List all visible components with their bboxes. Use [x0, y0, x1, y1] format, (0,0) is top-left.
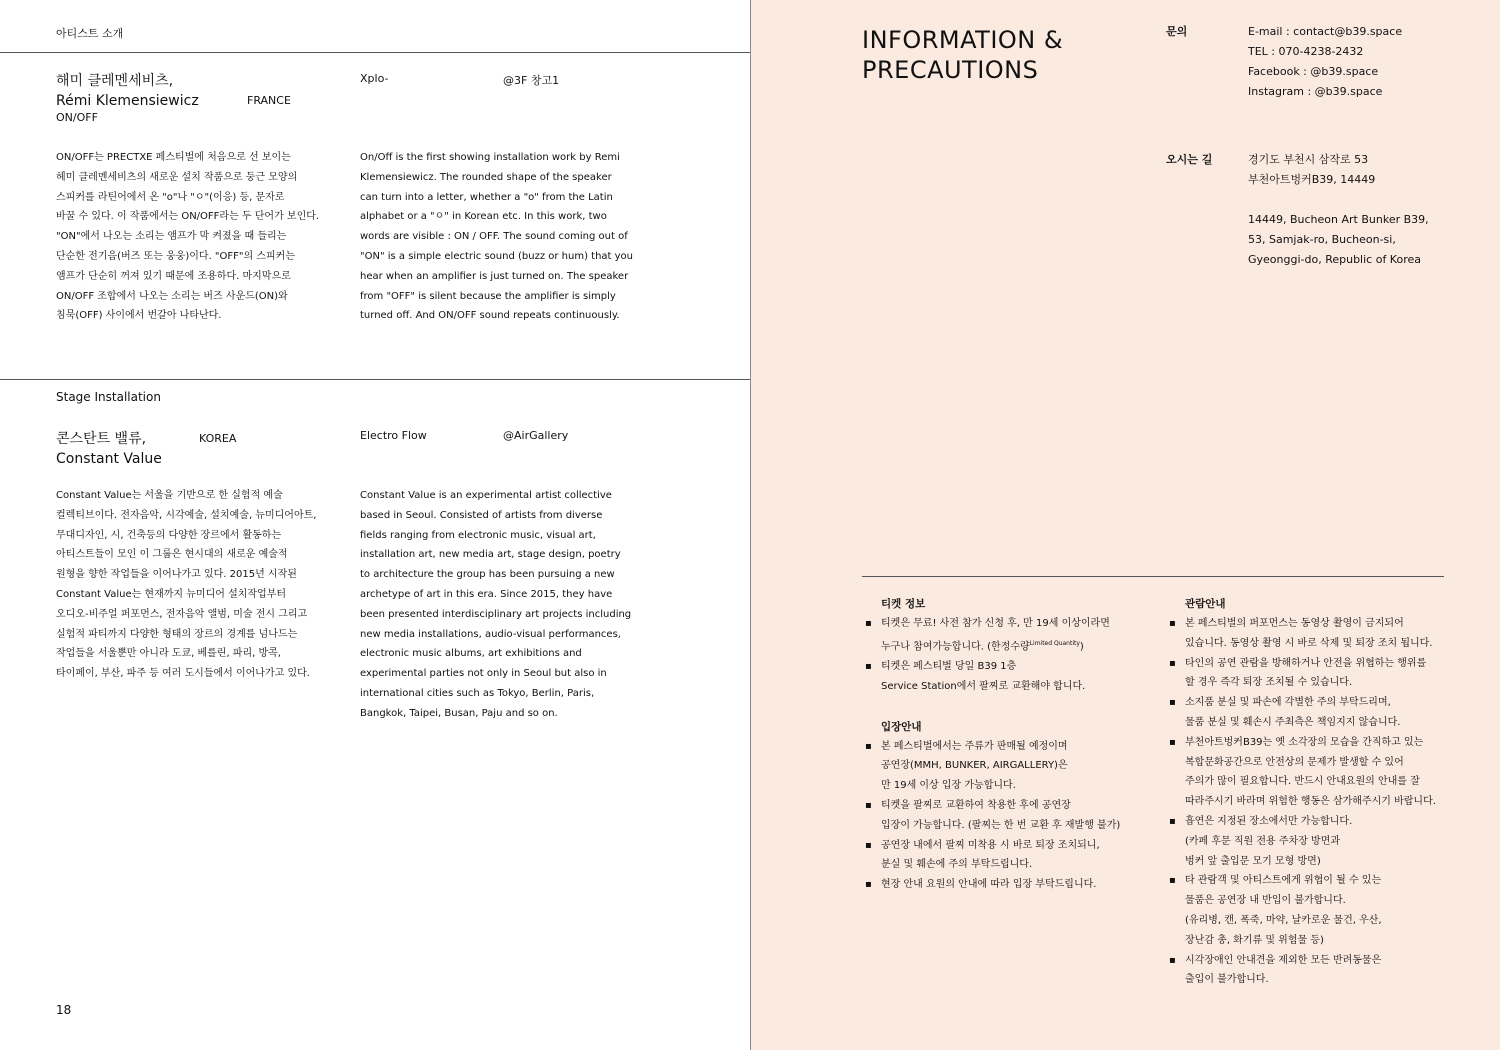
- page-title-line1: INFORMATION &: [862, 26, 1064, 54]
- contact-facebook[interactable]: Facebook : @b39.space: [1248, 65, 1379, 78]
- section2-title: Stage Installation: [56, 390, 161, 404]
- entry-heading: 입장안내: [881, 720, 922, 733]
- artist1-program: Xplo-: [360, 72, 389, 85]
- artist1-name-en: Rémi Klemensiewicz: [56, 93, 199, 109]
- artist2-description-ko: Constant Value는 서울을 기반으로 한 실험적 예술 컬렉티브이다. 전자음악, 시각예술, 설치예술, 뉴미디어아트, 무대디자인, 시, 건축등의 다양한 장르에서 활동하는 아티스트들이 모인 이 그룹은 현시대의 새로운 예술적 원형을 향한 작업들을 이어나가고 있다. 2015년 시작된 Constant Value는 현재까지 뉴미디어 설치작업부터 오디오-비주얼 퍼포먼스, 전자음악 앨범, 미술 전시 그리고 실험적 파티까지 다양한 형태의 장르의 경계를 넘나드는 작업들을 서울뿐만 아니라 도쿄, 베를린, 파리, 방콕, 타이페이, 부산, 파주 등 여러 도시들에서 이어나가고 있다.: [56, 490, 317, 680]
- contact-list: [1248, 22, 1402, 102]
- ticket-list: [862, 614, 1152, 697]
- viewing-list: [1166, 614, 1466, 990]
- viewing-column: [1166, 594, 1466, 990]
- artist1-description-en: On/Off is the first showing installation work by Remi Klemensiewicz. The rounded shape of the speaker can turn into a letter, whether a "o" from the Latin alphabet or a "ㅇ" in Korean etc. In this work, two words are visible : ON / OFF. The sound coming out of "ON" is a simple electric sound (buzz or hum) that you hear when an amplifier is just turned on. The speaker from "OFF" is silent because the amplifier is simply turned off. And ON/OFF sound repeats continuously.: [360, 152, 634, 322]
- artist1-description-ko: ON/OFF는 PRECTXE 페스티벌에 처음으로 선 보이는 헤미 클레멘세비츠의 새로운 설치 작품으로 둥근 모양의 스피커를 라틴어에서 온 "o"나 "ㅇ"(이응) 등, 문자로 바꿀 수 있다. 이 작품에서는 ON/OFF라는 두 단어가 보인다. "ON"에서 나오는 소리는 앰프가 막 켜졌을 때 들리는 단순한 전기음(버즈 또는 웅웅)이다. "OFF"의 스피커는 앰프가 단순히 꺼져 있기 때문에 조용하다. 마지막으로 ON/OFF 조합에서 나오는 소리는 버즈 사운드(ON)와 침묵(OFF) 사이에서 번갈아 나타난다.: [56, 152, 320, 322]
- artist1-venue: @3F 창고1: [503, 74, 560, 87]
- ticket-item: ▪ 티켓은 무료! 사전 참가 신청 후, 만 19세 이상이라면 누구나 참여가능합니다. (한정수량$^{Limited Quantity}$): [862, 614, 1152, 657]
- artist2-name-ko: 콘스탄트 밸류,: [56, 431, 147, 447]
- viewing-item: ▪ 본 페스티벌의 퍼포먼스는 동영상 촬영이 금지되어 있습니다. 동영상 촬영 시 바로 삭제 및 퇴장 조치 됩니다.: [1166, 614, 1466, 654]
- info-divider: [862, 576, 1444, 577]
- section-title: 아티스트 소개: [56, 27, 124, 40]
- artist2-country: KOREA: [199, 432, 237, 445]
- viewing-item: ▪ 소지품 분실 및 파손에 각별한 주의 부탁드리며, 물품 분실 및 훼손시 주최측은 책임지지 않습니다.: [1166, 693, 1466, 733]
- entry-item: ▪ 본 페스티벌에서는 주류가 판매될 예정이며 공연장(MMH, BUNKER, AIRGALLERY)은 만 19세 이상 입장 가능합니다.: [862, 737, 1152, 796]
- entry-item: ▪ 현장 안내 요원의 안내에 따라 입장 부탁드립니다.: [862, 875, 1152, 895]
- entry-item: ▪ 티켓을 팔찌로 교환하여 착용한 후에 공연장 입장이 가능합니다. (팔찌는 한 번 교환 후 재발행 불가): [862, 796, 1152, 836]
- right-page: [751, 0, 1500, 1050]
- viewing-item: ▪ 타인의 공연 관람을 방해하거나 안전을 위협하는 행위를 할 경우 즉각 퇴장 조치될 수 있습니다.: [1166, 654, 1466, 694]
- artist2-program: Electro Flow: [360, 429, 427, 442]
- contact-email[interactable]: E-mail : contact@b39.space: [1248, 25, 1403, 38]
- artist2-name-en: Constant Value: [56, 451, 162, 467]
- contact-label: 문의: [1166, 25, 1188, 38]
- page-title-line2: PRECAUTIONS: [862, 56, 1039, 84]
- viewing-item: ▪ 타 관람객 및 아티스트에게 위협이 될 수 있는 물품은 공연장 내 반입이 불가합니다. (유리병, 캔, 폭죽, 마약, 날카로운 물건, 우산, 장난감 총, 화기류 및 위험물 등): [1166, 871, 1466, 950]
- address-ko: 경기도 부천시 삼작로 53 부천아트벙커B39, 14449: [1248, 153, 1376, 186]
- ticket-entry-column: [862, 594, 1152, 895]
- directions-label: 오시는 길: [1166, 153, 1213, 166]
- page-number: 18: [56, 1003, 72, 1017]
- entry-list: [862, 737, 1152, 895]
- artist1-name-ko: 해미 클레멘세비츠,: [56, 73, 174, 89]
- artist2-venue: @AirGallery: [503, 429, 569, 442]
- contact-tel[interactable]: TEL : 070-4238-2432: [1248, 45, 1364, 58]
- viewing-item: ▪ 흡연은 지정된 장소에서만 가능합니다. (카페 후문 직원 전용 주차장 방면과 벙커 앞 출입문 모기 모형 방면): [1166, 812, 1466, 871]
- section-divider: [0, 52, 750, 53]
- entry-item: ▪ 공연장 내에서 팔찌 미착용 시 바로 퇴장 조치되니, 분실 및 훼손에 주의 부탁드립니다.: [862, 836, 1152, 876]
- address-en: 14449, Bucheon Art Bunker B39, 53, Samjak-ro, Bucheon-si, Gyeonggi-do, Republic of Korea: [1248, 213, 1429, 266]
- viewing-heading: 관람안내: [1185, 598, 1226, 610]
- contact-instagram[interactable]: Instagram : @b39.space: [1248, 85, 1383, 98]
- viewing-item: ▪ 부천아트벙커B39는 옛 소각장의 모습을 간직하고 있는 복합문화공간으로 안전상의 문제가 발생할 수 있어 주의가 많이 필요합니다. 반드시 안내요원의 안내를 잘 따라주시기 바라며 위험한 행동은 삼가해주시기 바랍니다.: [1166, 733, 1466, 812]
- artist1-country: FRANCE: [247, 94, 291, 107]
- section-divider-2: [0, 379, 750, 380]
- artist2-description-en: Constant Value is an experimental artist collective based in Seoul. Consisted of artists from diverse fields ranging from electronic music, visual art, installation art, new media art, stage design, poetry to architecture the group has been pursuing a new archetype of art in this era. Since 2015, they have been presented interdisciplinary art projects including new media installations, audio-visual performances, electronic music albums, art exhibitions and experimental parties not only in Seoul but also in international cities such as Tokyo, Berlin, Paris, Bangkok, Taipei, Busan, Paju and so on.: [360, 490, 632, 719]
- ticket-item: ▪ 티켓은 페스티벌 당일 B39 1층 Service Station에서 팔찌로 교환해야 합니다.: [862, 657, 1152, 697]
- artist1-work: ON/OFF: [56, 111, 98, 124]
- ticket-heading: 티켓 정보: [881, 598, 926, 610]
- viewing-item: ▪ 시각장애인 안내견을 제외한 모든 반려동물은 출입이 불가합니다.: [1166, 951, 1466, 991]
